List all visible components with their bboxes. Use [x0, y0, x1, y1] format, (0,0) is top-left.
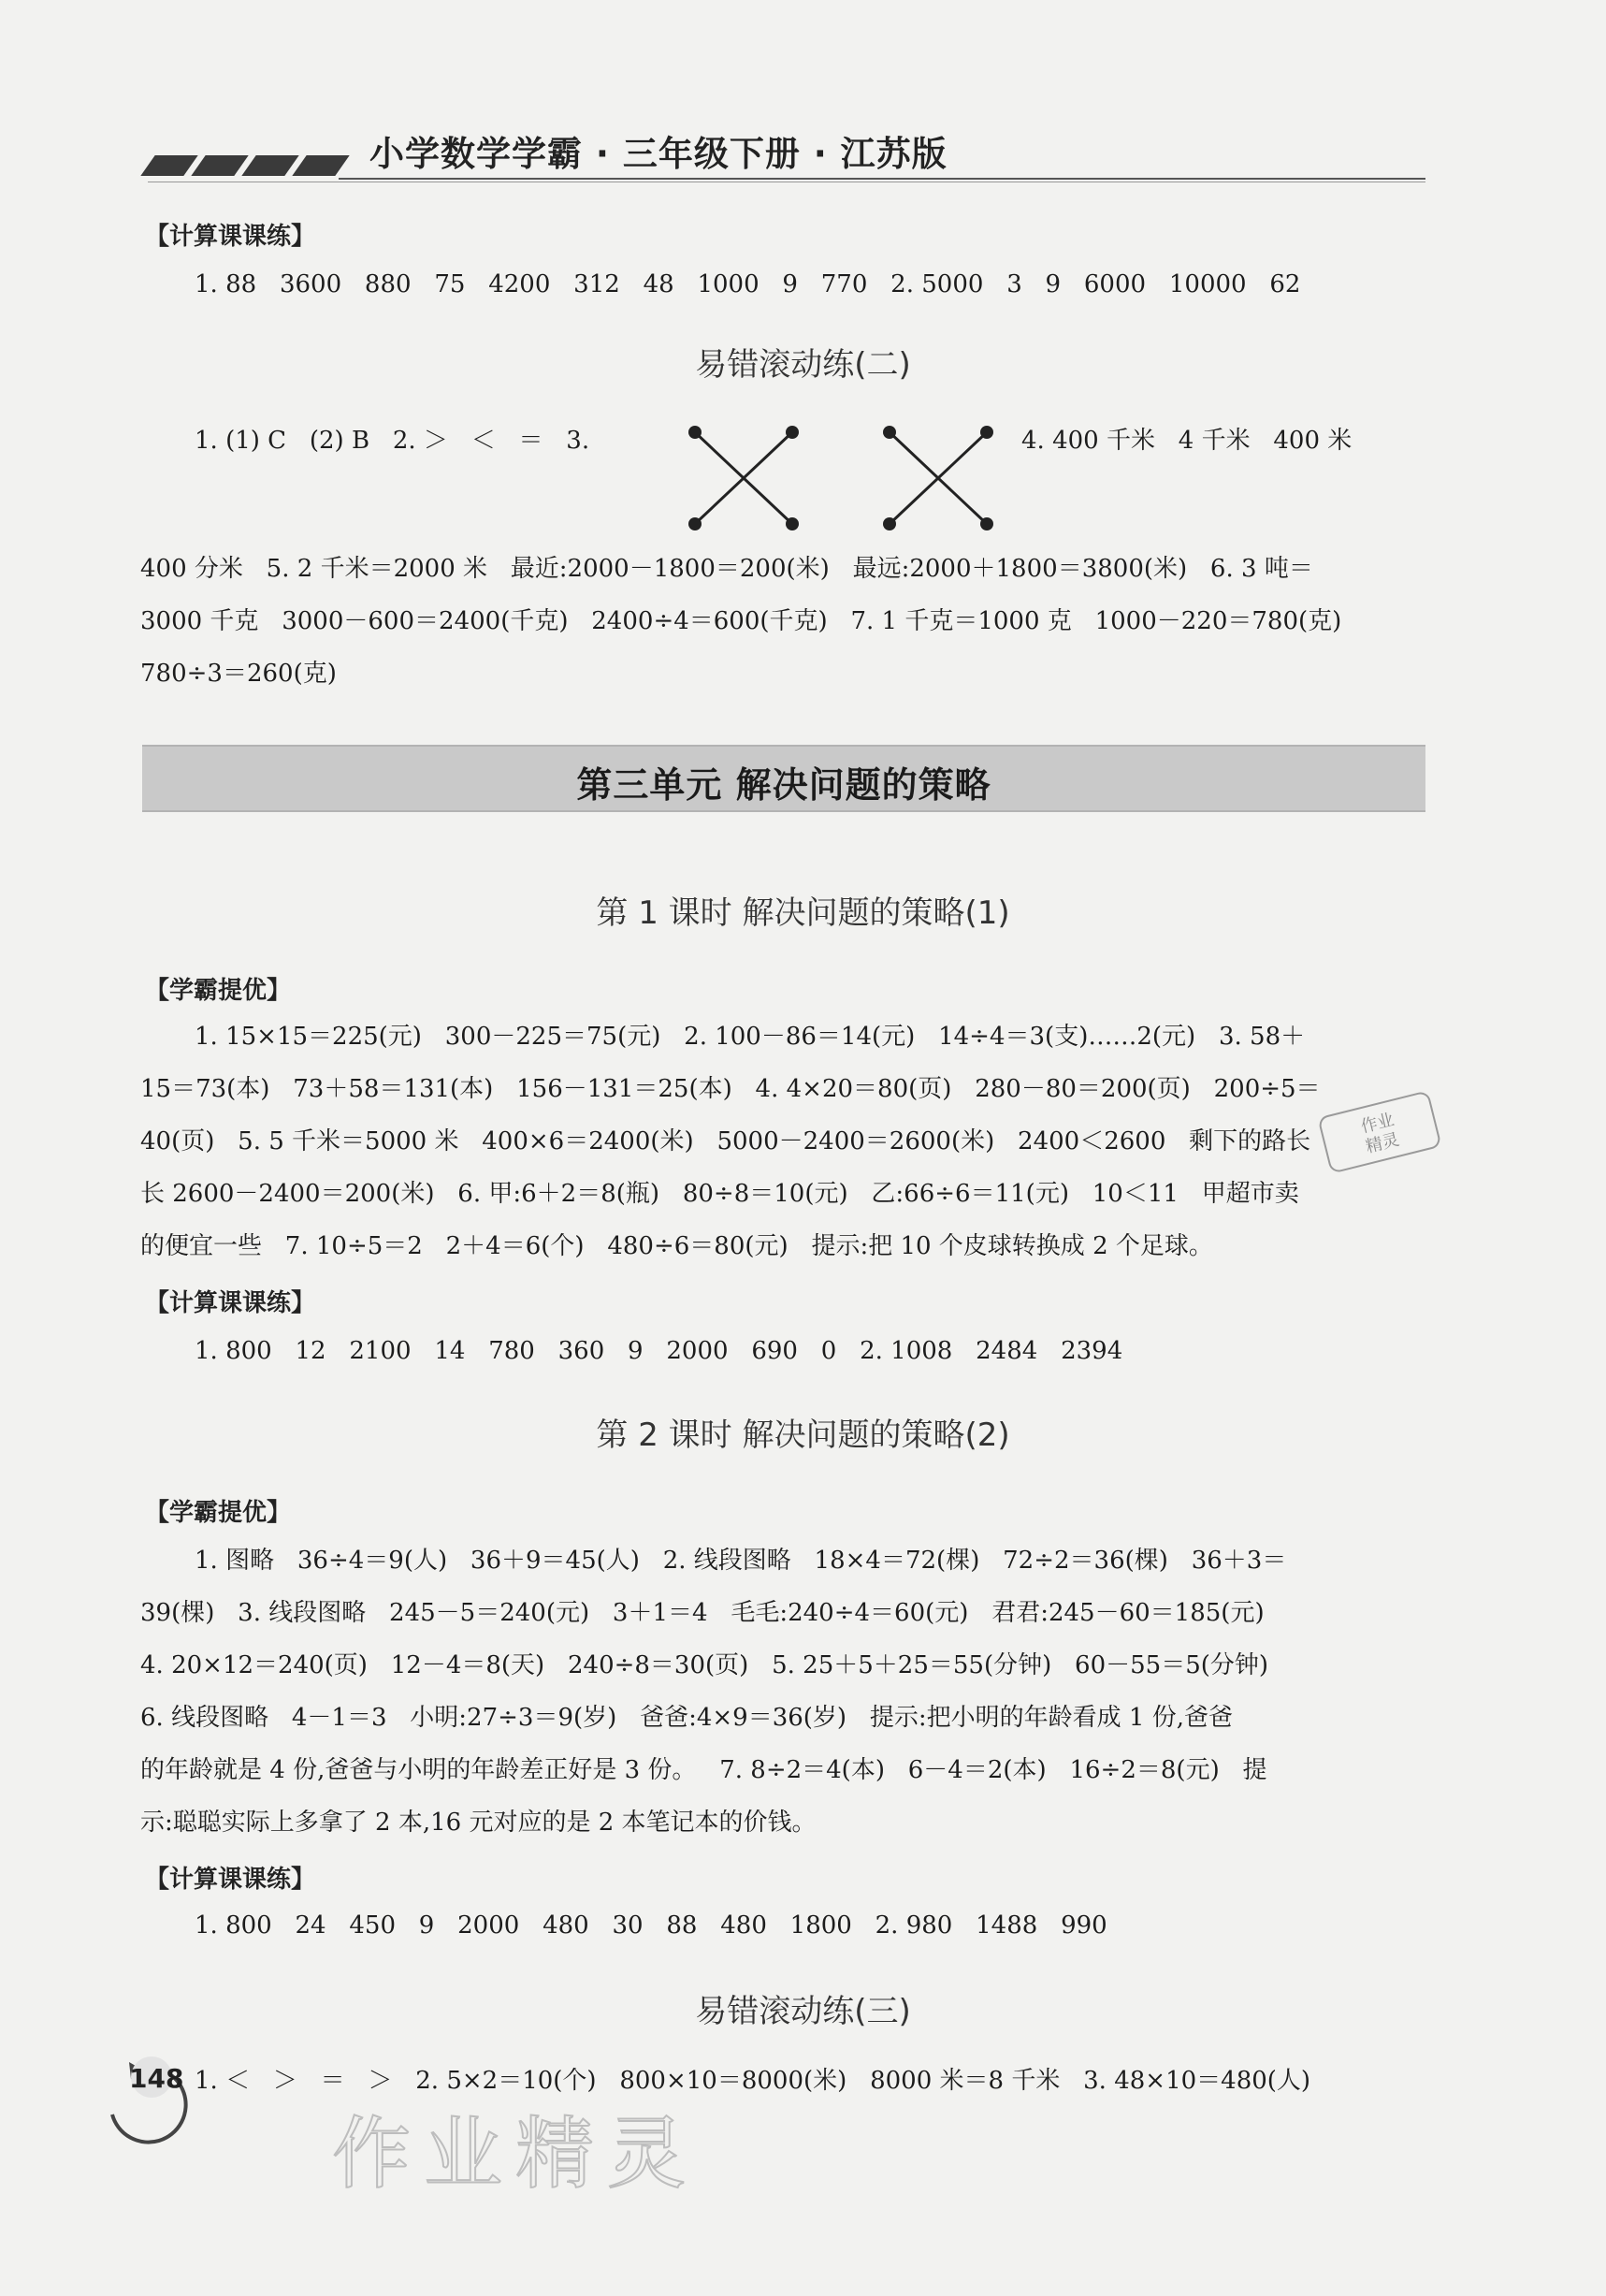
section-title: 易错滚动练(三)	[695, 1993, 911, 2030]
match-dot	[980, 426, 993, 439]
answer-line: 1. 15×15＝225(元) 300－225＝75(元) 2. 100－86＝14(元) 14÷4＝3(支)……2(元) 3. 58＋	[195, 1023, 1306, 1051]
book-title: 小学数学学霸 · 三年级下册 · 江苏版	[369, 134, 948, 174]
answer-line: 1. (1) C (2) B 2. ＞ ＜ ＝ 3.	[195, 427, 590, 455]
answer-line: 400 分米 5. 2 千米＝2000 米 最近:2000－1800＝200(米) 最远:2000＋1800＝3800(米) 6. 3 吨＝	[140, 555, 1313, 583]
match-dot	[688, 517, 702, 530]
answer-line: 4. 400 千米 4 千米 400 米	[1021, 427, 1353, 455]
answer-line: 15＝73(本) 73＋58＝131(本) 156－131＝25(本) 4. 4×20＝80(页) 280－80＝200(页) 200÷5＝	[140, 1075, 1321, 1103]
answer-line: 长 2600－2400＝200(米) 6. 甲:6＋2＝8(瓶) 80÷8＝10(元) 乙:66÷6＝11(元) 10＜11 甲超市卖	[140, 1180, 1299, 1208]
unit-banner	[142, 745, 1425, 812]
match-dot	[786, 517, 799, 530]
lesson-title: 第 2 课时 解决问题的策略(2)	[596, 1417, 1010, 1454]
section-tag: 【学霸提优】	[145, 977, 292, 1005]
answer-line: 4. 20×12＝240(页) 12－4＝8(天) 240÷8＝30(页) 5. 25＋5＋25＝55(分钟) 60－55＝5(分钟)	[140, 1651, 1269, 1679]
stamp-text: 精灵	[1364, 1129, 1402, 1157]
answer-line: 6. 线段图略 4－1＝3 小明:27÷3＝9(岁) 爸爸:4×9＝36(岁) 提示:把小明的年龄看成 1 份,爸爸	[140, 1704, 1233, 1732]
answer-line: 的年龄就是 4 份,爸爸与小明的年龄差正好是 3 份。 7. 8÷2＝4(本) 6－4＝2(本) 16÷2＝8(元) 提	[140, 1756, 1267, 1784]
answer-line: 39(棵) 3. 线段图略 245－5＝240(元) 3＋1＝4 毛毛:240÷4＝60(元) 君君:245－60＝185(元)	[140, 1599, 1265, 1627]
answer-line: 1. 800 12 2100 14 780 360 9 2000 690 0 2. 1008 2484 2394	[195, 1337, 1123, 1365]
answer-line: 780÷3＝260(克)	[140, 660, 337, 688]
section-title: 易错滚动练(二)	[695, 346, 911, 384]
section-tag: 【计算课课练】	[145, 223, 316, 251]
match-dot	[786, 426, 799, 439]
matching-diagram	[678, 423, 1015, 535]
unit-title: 第三单元 解决问题的策略	[576, 764, 991, 806]
answer-line: 1. 图略 36÷4＝9(人) 36＋9＝45(人) 2. 线段图略 18×4＝72(棵) 72÷2＝36(棵) 36＋3＝	[195, 1547, 1287, 1575]
answer-line: 1. 88 3600 880 75 4200 312 48 1000 9 770 2. 5000 3 9 6000 10000 62	[195, 270, 1301, 298]
answer-line: 1. 800 24 450 9 2000 480 30 88 480 1800 2. 980 1488 990	[195, 1911, 1107, 1940]
answer-line: 示:聪聪实际上多拿了 2 本,16 元对应的是 2 本笔记本的价钱。	[140, 1809, 817, 1837]
stamp-text: 作业	[1358, 1110, 1396, 1138]
watermark: 作业精灵	[332, 2108, 700, 2200]
answer-line: 1. ＜ ＞ ＝ ＞ 2. 5×2＝10(个) 800×10＝8000(米) 8000 米＝8 千米 3. 48×10＝480(人)	[195, 2067, 1311, 2095]
match-dot	[883, 426, 896, 439]
section-tag: 【学霸提优】	[145, 1499, 292, 1527]
match-dot	[688, 426, 702, 439]
match-dot	[883, 517, 896, 530]
section-tag: 【计算课课练】	[145, 1289, 316, 1317]
answer-line: 3000 千克 3000－600＝2400(千克) 2400÷4＝600(千克) 7. 1 千克＝1000 克 1000－220＝780(克)	[140, 607, 1342, 635]
section-tag: 【计算课课练】	[145, 1866, 316, 1894]
answer-line: 的便宜一些 7. 10÷5＝2 2＋4＝6(个) 480÷6＝80(元) 提示:把 10 个皮球转换成 2 个足球。	[140, 1232, 1213, 1260]
answer-line: 40(页) 5. 5 千米＝5000 米 400×6＝2400(米) 5000－2400＝2600(米) 2400＜2600 剩下的路长	[140, 1127, 1311, 1155]
stamp-icon	[1305, 1085, 1454, 1179]
page-number: 148	[129, 2063, 184, 2094]
match-dot	[980, 517, 993, 530]
header-divider	[339, 178, 1425, 180]
lesson-title: 第 1 课时 解决问题的策略(1)	[596, 894, 1010, 932]
